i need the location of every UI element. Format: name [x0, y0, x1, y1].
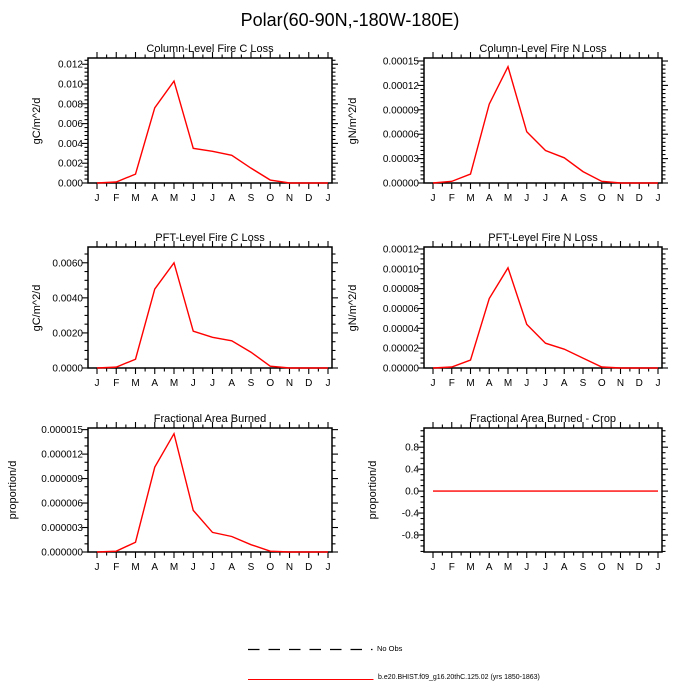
svg-text:M: M — [131, 193, 140, 204]
svg-text:S: S — [579, 562, 587, 573]
svg-text:J: J — [430, 378, 436, 389]
svg-text:M: M — [503, 562, 513, 573]
svg-text:J: J — [190, 562, 196, 573]
svg-text:-0.8: -0.8 — [401, 530, 419, 542]
svg-text:D: D — [635, 378, 643, 389]
svg-text:S: S — [579, 378, 587, 389]
svg-text:D: D — [305, 193, 313, 204]
svg-text:O: O — [266, 562, 275, 573]
svg-text:A: A — [485, 562, 493, 573]
y-tick-labels — [402, 443, 420, 542]
month-axis-labels — [95, 193, 331, 204]
chart-4-group — [41, 422, 338, 573]
chart-title-pft-fire-n-loss: PFT-Level Fire N Loss — [488, 232, 598, 244]
chart-title-column-fire-c-loss: Column-Level Fire C Loss — [146, 43, 274, 55]
month-axis-labels — [431, 193, 661, 204]
svg-text:0.012: 0.012 — [57, 59, 83, 71]
svg-text:0.000015: 0.000015 — [41, 425, 83, 437]
series-line — [97, 81, 328, 183]
svg-text:S: S — [247, 193, 255, 204]
svg-text:0.004: 0.004 — [57, 138, 83, 150]
chart-title-pft-fire-c-loss: PFT-Level Fire C Loss — [155, 232, 265, 244]
svg-text:J: J — [655, 562, 661, 573]
svg-text:A: A — [228, 562, 236, 573]
legend-keys — [248, 650, 374, 680]
svg-text:M: M — [169, 378, 179, 389]
svg-text:N: N — [285, 378, 294, 389]
svg-text:0.00015: 0.00015 — [382, 56, 419, 68]
svg-text:M: M — [131, 562, 140, 573]
chart-1-group — [383, 52, 668, 204]
svg-text:0.0040: 0.0040 — [52, 293, 83, 305]
svg-text:0.00000: 0.00000 — [382, 178, 419, 190]
svg-text:0.4: 0.4 — [405, 464, 419, 476]
svg-text:0.000009: 0.000009 — [41, 474, 83, 486]
y-axis-label-0: gC/m^2/d — [31, 97, 43, 144]
svg-text:0.00009: 0.00009 — [382, 105, 419, 117]
svg-text:O: O — [266, 378, 275, 389]
svg-text:J: J — [543, 193, 548, 204]
svg-text:A: A — [151, 378, 159, 389]
tick-marks — [82, 422, 338, 558]
svg-text:0.000: 0.000 — [57, 178, 83, 190]
svg-text:M: M — [466, 378, 475, 389]
svg-text:F: F — [448, 562, 455, 573]
month-axis-labels — [431, 562, 661, 573]
svg-text:0.00003: 0.00003 — [382, 154, 419, 166]
svg-text:M: M — [503, 193, 513, 204]
svg-text:0.0000: 0.0000 — [52, 363, 83, 375]
svg-text:0.00010: 0.00010 — [382, 264, 419, 276]
y-axis-label-3: gN/m^2/d — [347, 284, 359, 331]
svg-text:A: A — [151, 562, 159, 573]
series-line — [97, 434, 328, 552]
svg-text:0.00000: 0.00000 — [382, 363, 419, 375]
svg-text:J: J — [655, 378, 661, 389]
svg-text:J: J — [210, 193, 215, 204]
svg-text:J: J — [543, 562, 548, 573]
svg-text:J: J — [430, 193, 436, 204]
svg-text:N: N — [285, 193, 294, 204]
svg-text:F: F — [113, 562, 120, 573]
svg-text:0.00004: 0.00004 — [382, 323, 419, 335]
svg-text:M: M — [169, 193, 179, 204]
svg-text:0.0060: 0.0060 — [52, 258, 83, 270]
svg-text:0.000000: 0.000000 — [41, 547, 83, 559]
svg-text:M: M — [466, 562, 475, 573]
svg-text:J: J — [543, 378, 548, 389]
svg-text:J: J — [430, 562, 436, 573]
svg-text:0.00006: 0.00006 — [382, 303, 419, 315]
month-axis-labels — [95, 562, 331, 573]
svg-text:J: J — [190, 378, 196, 389]
svg-text:J: J — [94, 562, 100, 573]
svg-text:F: F — [448, 378, 455, 389]
svg-text:D: D — [305, 562, 313, 573]
chart-0-group — [58, 52, 338, 204]
svg-text:A: A — [228, 378, 236, 389]
svg-text:0.00012: 0.00012 — [382, 80, 419, 92]
svg-text:0.00012: 0.00012 — [382, 244, 419, 256]
svg-text:J: J — [524, 193, 530, 204]
svg-text:0.008: 0.008 — [57, 99, 83, 111]
chart-3-group — [383, 241, 668, 389]
svg-text:S: S — [247, 562, 255, 573]
series-line — [97, 263, 328, 368]
svg-text:N: N — [285, 562, 294, 573]
svg-text:F: F — [113, 378, 120, 389]
svg-text:O: O — [266, 193, 275, 204]
svg-text:A: A — [560, 378, 568, 389]
svg-text:J: J — [325, 562, 331, 573]
svg-text:D: D — [635, 562, 643, 573]
y-axis-label-1: gN/m^2/d — [347, 97, 359, 144]
svg-text:J: J — [190, 193, 196, 204]
svg-text:S: S — [579, 193, 587, 204]
chart-title-fractional-area-burned-crop: Fractional Area Burned - Crop — [469, 413, 617, 425]
y-tick-labels — [41, 425, 83, 558]
y-tick-labels — [58, 60, 83, 190]
main-title: Polar(60-90N,-180W-180E) — [240, 10, 460, 30]
plot-frame — [88, 247, 332, 368]
month-axis-labels — [95, 378, 331, 389]
y-axis-label-5: proportion/d — [367, 460, 379, 520]
y-axis-label-4: proportion/d — [7, 460, 19, 520]
svg-text:F: F — [113, 193, 120, 204]
svg-text:A: A — [151, 193, 159, 204]
svg-text:0.00006: 0.00006 — [382, 129, 419, 141]
svg-text:D: D — [635, 193, 643, 204]
svg-text:A: A — [560, 193, 568, 204]
plot-frame — [424, 428, 662, 552]
plot-frame — [424, 247, 662, 368]
plot-frame — [88, 58, 332, 183]
month-axis-labels — [431, 378, 661, 389]
y-tick-labels — [52, 258, 83, 374]
tick-marks — [418, 422, 668, 558]
svg-text:D: D — [305, 378, 313, 389]
svg-text:O: O — [597, 562, 606, 573]
svg-text:M: M — [466, 193, 475, 204]
plot-frame — [88, 428, 332, 552]
series-line — [433, 268, 658, 368]
y-axis-label-2: gC/m^2/d — [31, 284, 43, 331]
svg-text:J: J — [94, 378, 100, 389]
svg-text:A: A — [485, 193, 493, 204]
svg-text:0.002: 0.002 — [57, 158, 83, 170]
svg-text:0.000006: 0.000006 — [41, 498, 83, 510]
svg-text:A: A — [228, 193, 236, 204]
svg-text:J: J — [210, 562, 215, 573]
series-line — [433, 67, 658, 183]
chart-title-column-fire-n-loss: Column-Level Fire N Loss — [479, 43, 607, 55]
tick-marks — [82, 241, 338, 374]
svg-text:0.000003: 0.000003 — [41, 523, 83, 535]
svg-text:O: O — [597, 193, 606, 204]
svg-text:0.0020: 0.0020 — [52, 328, 83, 340]
svg-text:J: J — [210, 378, 215, 389]
svg-text:0.010: 0.010 — [57, 79, 83, 91]
y-tick-labels — [383, 244, 420, 374]
svg-text:-0.4: -0.4 — [401, 508, 419, 520]
svg-text:N: N — [616, 562, 625, 573]
svg-text:J: J — [94, 193, 100, 204]
tick-marks — [418, 241, 668, 374]
svg-text:J: J — [325, 193, 331, 204]
chart-title-fractional-area-burned: Fractional Area Burned — [153, 413, 267, 425]
svg-text:A: A — [485, 378, 493, 389]
svg-text:O: O — [597, 378, 606, 389]
chart-5-group — [402, 422, 668, 573]
svg-text:0.000012: 0.000012 — [41, 449, 83, 461]
y-tick-labels — [383, 57, 420, 190]
svg-text:0.8: 0.8 — [405, 442, 419, 454]
svg-text:0.00002: 0.00002 — [382, 343, 419, 355]
svg-text:0.006: 0.006 — [57, 119, 83, 131]
svg-text:N: N — [616, 193, 625, 204]
svg-text:M: M — [503, 378, 513, 389]
svg-text:J: J — [655, 193, 661, 204]
tick-marks — [418, 52, 668, 189]
svg-text:M: M — [169, 562, 179, 573]
svg-text:0.0: 0.0 — [405, 486, 419, 498]
svg-text:J: J — [524, 562, 530, 573]
legend-label-run: b.e20.BHIST.f09_g16.20thC.125.02 (yrs 1850-1863) — [378, 674, 540, 681]
svg-text:J: J — [325, 378, 331, 389]
svg-text:A: A — [560, 562, 568, 573]
svg-text:S: S — [247, 378, 255, 389]
chart-2-group — [52, 241, 338, 389]
svg-text:0.00008: 0.00008 — [382, 284, 419, 296]
legend-label-no-obs: No Obs — [377, 644, 403, 653]
svg-text:J: J — [524, 378, 530, 389]
tick-marks — [82, 52, 338, 189]
svg-text:M: M — [131, 378, 140, 389]
plot-frame — [424, 58, 662, 183]
svg-text:N: N — [616, 378, 625, 389]
svg-text:F: F — [448, 193, 455, 204]
